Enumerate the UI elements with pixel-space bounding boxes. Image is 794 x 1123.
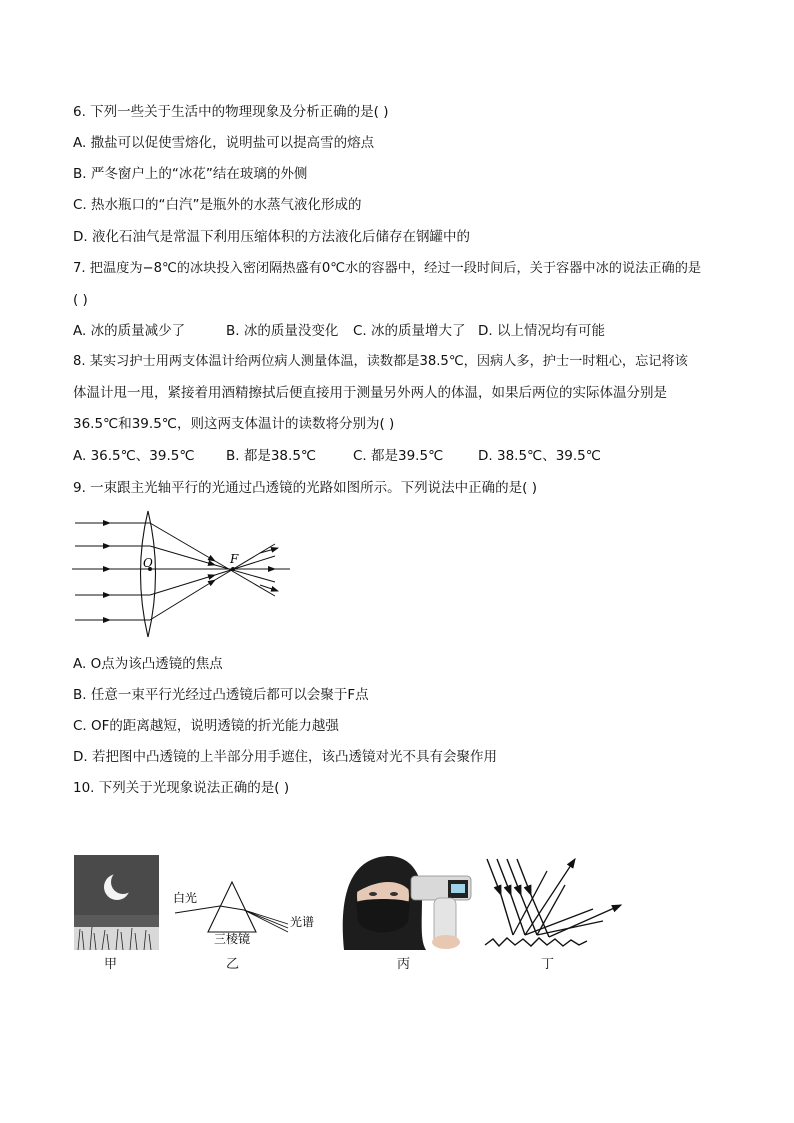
q9-option-d: D. 若把图中凸透镜的上半部分用手遮住，该凸透镜对光不具有会聚作用 — [73, 749, 497, 765]
q8-stem-line1: 8. 某实习护士用两支体温计给两位病人测量体温，读数都是38.5℃，因病人多，护士一时粗心，忘记将该 — [73, 354, 688, 369]
image-yi-prism-dispersion — [170, 880, 320, 945]
caption-bing: 丙 — [397, 957, 411, 972]
q7-option-a: A. 冰的质量减少了 — [73, 323, 186, 339]
focus-dot — [231, 567, 235, 571]
q6-option-d: D. 液化石油气是常温下利用压缩体积的方法液化后储存在钢罐中的 — [73, 229, 470, 245]
q8-option-b: B. 都是38.5℃ — [226, 448, 317, 464]
q8-option-a: A. 36.5℃、39.5℃ — [73, 448, 195, 464]
label-prism: 三棱镜 — [214, 932, 251, 945]
q9-option-c: C. OF的距离越短，说明透镜的折光能力越强 — [73, 718, 339, 734]
q9-option-a: A. O点为该凸透镜的焦点 — [73, 656, 223, 672]
q9-stem: 9. 一束跟主光轴平行的光通过凸透镜的光路如图所示。下列说法中正确的是( ) — [73, 480, 537, 496]
image-ding-diffuse-reflection — [483, 855, 628, 950]
q6-stem: 6. 下列一些关于生活中的物理现象及分析正确的是( ) — [73, 104, 389, 120]
q7-option-c: C. 冰的质量增大了 — [353, 323, 466, 339]
q7-option-b: B. 冰的质量没变化 — [226, 323, 339, 339]
convex-lens-diagram — [70, 505, 295, 645]
q9-option-b: B. 任意一束平行光经过凸透镜后都可以会聚于F点 — [73, 687, 369, 703]
q10-stem: 10. 下列关于光现象说法正确的是( ) — [73, 780, 290, 796]
q7-option-d: D. 以上情况均有可能 — [478, 323, 605, 339]
image-jia-moon-night — [74, 855, 159, 950]
label-white-light: 白光 — [173, 891, 198, 905]
label-o: O — [143, 556, 153, 570]
q8-stem-line3: 36.5℃和39.5℃，则这两支体温计的读数将分别为( ) — [73, 416, 395, 432]
label-spectrum: 光谱 — [290, 915, 315, 929]
q6-option-a: A. 撒盐可以促使雪熔化，说明盐可以提高雪的熔点 — [73, 135, 375, 151]
caption-jia: 甲 — [104, 957, 118, 972]
reflected-rays-ding — [513, 859, 621, 937]
label-f: F — [230, 552, 239, 566]
caption-ding: 丁 — [541, 957, 555, 972]
q7-stem-line2: ( ) — [73, 292, 88, 308]
q6-option-b: B. 严冬窗户上的“冰花”结在玻璃的外侧 — [73, 166, 308, 182]
q6-option-c: C. 热水瓶口的“白汽”是瓶外的水蒸气液化形成的 — [73, 197, 362, 213]
q8-option-c: C. 都是39.5℃ — [353, 448, 444, 464]
rough-surface — [485, 938, 587, 946]
q8-option-d: D. 38.5℃、39.5℃ — [478, 448, 601, 464]
refracted-rays — [150, 523, 278, 620]
q8-stem-line2: 体温计甩一甩，紧接着用酒精擦拭后便直接用于测量另外两人的体温，如果后两位的实际体温分别是 — [73, 385, 667, 401]
q7-stem-line1: 7. 把温度为−8℃的冰块投入密闭隔热盛有0℃水的容器中，经过一段时间后，关于容器中冰的说法正确的是 — [73, 261, 702, 276]
image-bing-mask-thermometer — [336, 850, 476, 950]
caption-yi: 乙 — [226, 957, 240, 972]
incident-rays — [75, 523, 150, 620]
